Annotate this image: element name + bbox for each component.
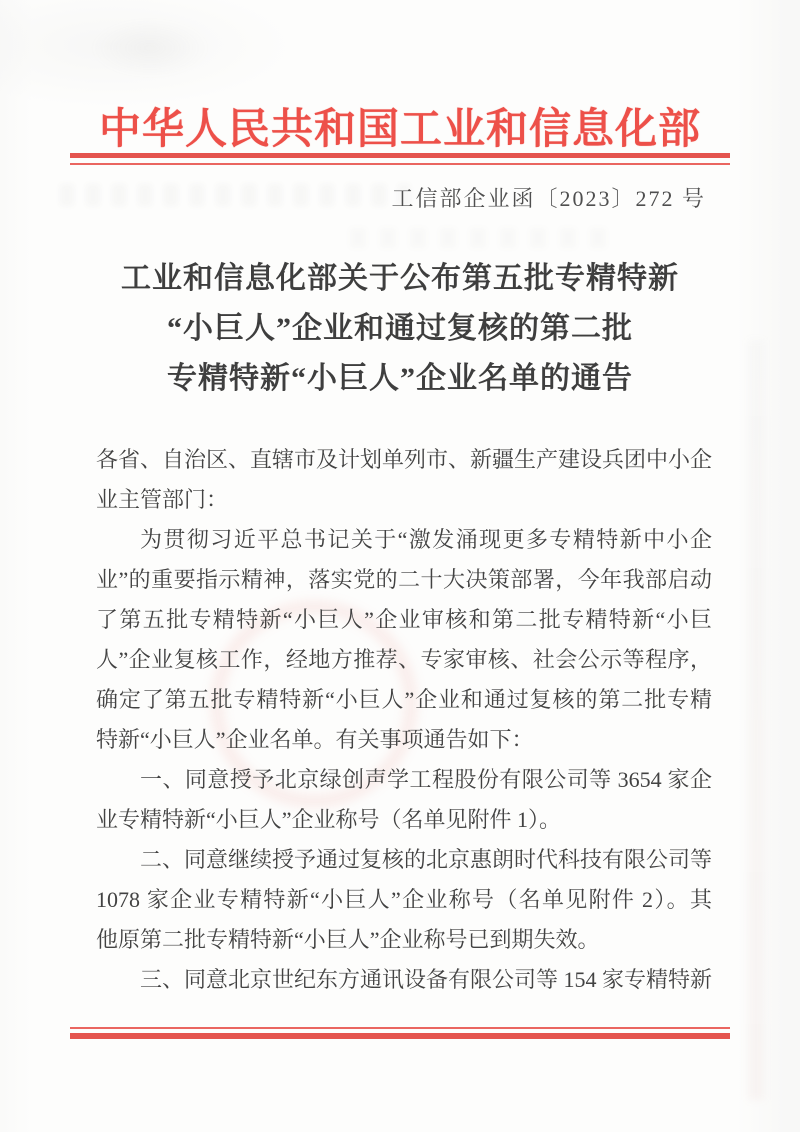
- scan-smudge-artifact: [90, 18, 210, 78]
- footer-rule-thin: [70, 1027, 730, 1029]
- body-line: 他原第二批专精特新“小巨人”企业称号已到期失效。: [96, 927, 600, 952]
- body-line: 业主管部门：: [96, 487, 229, 512]
- body-line: 三、同意北京世纪东方通讯设备有限公司等 154 家专精特新: [140, 967, 712, 992]
- body-line: 人”企业复核工作，经地方推荐、专家审核、社会公示等程序，: [96, 647, 712, 672]
- document-title: [0, 254, 800, 404]
- body-line: 特新“小巨人”企业名单。有关事项通告如下：: [96, 727, 534, 752]
- letterhead-rule-thick: [70, 153, 730, 158]
- body-line: 为贯彻习近平总书记关于“激发涌现更多专精特新中小企: [140, 527, 712, 552]
- body-line: 1078 家企业专精特新“小巨人”企业称号（名单见附件 2）。其: [96, 887, 712, 912]
- body-line: 确定了第五批专精特新“小巨人”企业和通过复核的第二批专精: [96, 687, 712, 712]
- bleed-through-artifact: [350, 228, 610, 248]
- footer-rule-thick: [70, 1033, 730, 1039]
- document-reference-number: 工信部企业函〔2023〕272 号: [391, 186, 706, 211]
- document-title-line-2: “小巨人”企业和通过复核的第二批: [167, 312, 633, 345]
- document-body: [96, 440, 712, 1000]
- bleed-through-artifact: [60, 184, 410, 206]
- body-line: 一、同意授予北京绿创声学工程股份有限公司等 3654 家企: [140, 767, 712, 792]
- letterhead-rule-thin: [70, 163, 730, 165]
- body-line: 各省、自治区、直辖市及计划单列市、新疆生产建设兵团中小企: [96, 447, 712, 472]
- body-line: 了第五批专精特新“小巨人”企业审核和第二批专精特新“小巨: [96, 607, 712, 632]
- body-line: 业专精特新“小巨人”企业称号（名单见附件 1）。: [96, 807, 562, 832]
- page-edge-smudge-artifact: [748, 340, 764, 1100]
- agency-masthead: 中华人民共和国工业和信息化部: [98, 107, 701, 153]
- document-title-line-1: 工业和信息化部关于公布第五批专精特新: [121, 262, 679, 295]
- body-line: 二、同意继续授予通过复核的北京惠朗时代科技有限公司等: [140, 847, 712, 872]
- document-title-line-3: 专精特新“小巨人”企业名单的通告: [167, 362, 633, 395]
- body-line: 业”的重要指示精神，落实党的二十大决策部署，今年我部启动: [96, 567, 712, 592]
